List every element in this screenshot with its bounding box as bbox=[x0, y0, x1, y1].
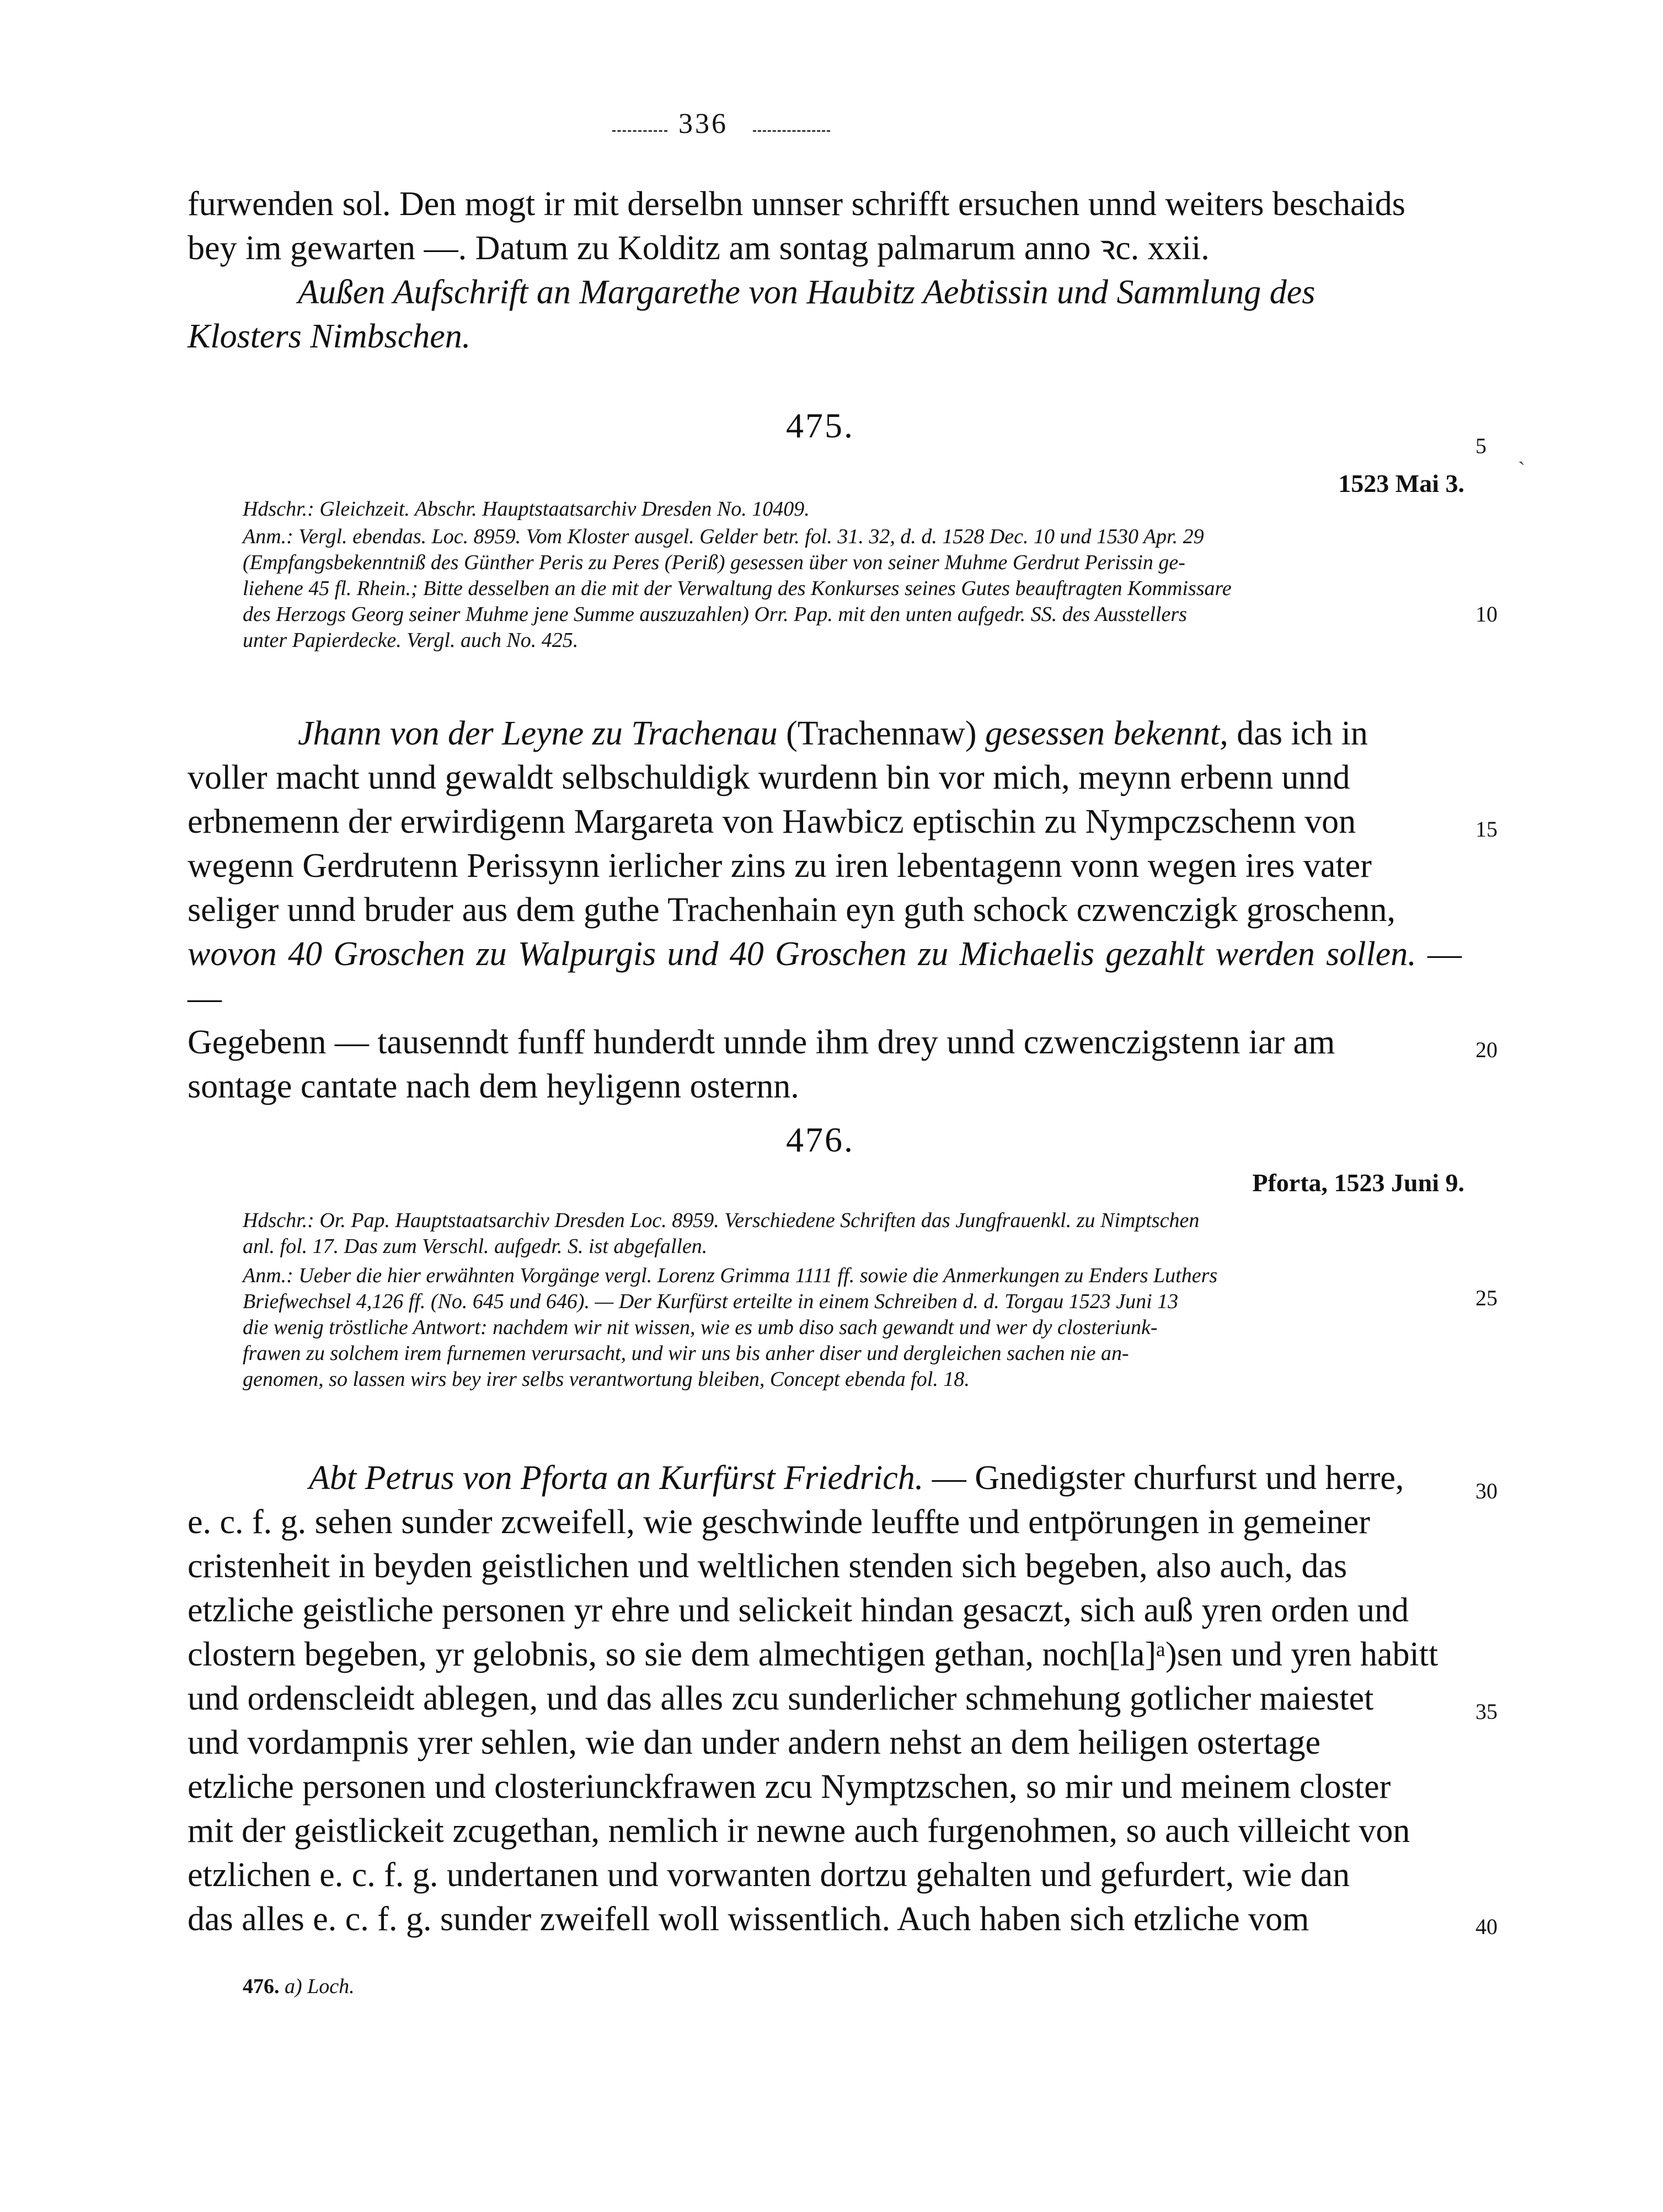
document-date-476: Pforta, 1523 Juni 9. bbox=[1252, 1169, 1464, 1197]
body-lead-italic-2: gesessen bekennt, bbox=[985, 715, 1228, 752]
header-dash-left bbox=[612, 130, 667, 132]
line-number: 10 bbox=[1475, 602, 1498, 626]
document-body-476 bbox=[188, 1456, 1462, 1941]
document-date-475: 1523 Mai 3. bbox=[1338, 469, 1464, 497]
body-lead-italic: Jhann von der Leyne zu Trachenau bbox=[298, 715, 778, 752]
footnote-text: a) Loch. bbox=[279, 1975, 355, 1998]
body-text: — Gnedigster churfurst und herre, e. c. f. g. sehen sunder zcweifell, wie geschwinde leuffte und entpörungen in gemeiner cristenheit in beyden geistlichen und weltlichen stenden sich begeben, also auch, das etzliche geistliche personen yr ehre und selickeit hindan gesaczt, sich auß yren orden und clostern begeben, yr gelobnis, so sie dem almechtigen gethan, noch[la]ᵃ)sen und yren habitt und ordenscleidt ablegen, und das alles zcu sunderlicher schmehung gotlicher maiestet und vordampnis yrer sehlen, wie dan under andern nehst an dem heiligen ostertage etzliche personen und closteriunckfrawen zcu Nymptzschen, so mir und meinem closter mit der geistlickeit zcugethan, nemlich ir newne auch furgenohmen, so auch villeicht von etzlichen e. c. f. g. undertanen und vorwanten dortzu gehalten und gefurdert, wie dan das alles e. c. f. g. sunder zweifell woll wissentlich. Auch haben sich etzliche vom bbox=[188, 1459, 1439, 1938]
page-number: 336 bbox=[678, 108, 728, 140]
manuscript-note-476: Hdschr.: Or. Pap. Hauptstaatsarchiv Dresden Loc. 8959. Verschiedene Schriften das Jungfrauenkl. zu Nimptschen anl. fol. 17. Das zum Verschl. aufgedr. S. ist abgefallen. bbox=[243, 1209, 1200, 1258]
manuscript-note-475: Hdschr.: Gleichzeit. Abschr. Hauptstaatsarchiv Dresden No. 10409. bbox=[243, 497, 810, 521]
line-number: 40 bbox=[1475, 1914, 1498, 1939]
header-dash-right bbox=[753, 130, 830, 132]
line-number: 25 bbox=[1475, 1286, 1498, 1310]
annotation-476: Anm.: Ueber die hier erwähnten Vorgänge vergl. Lorenz Grimma 1111 ff. sowie die Anmerkungen zu Enders Luthers Briefwechsel 4,126 ff. (No. 645 und 646). — Der Kurfürst erteilte in einem Schreiben d. d. Torgau 1523 Juni 13 die wenig tröstliche Antwort: nachdem wir nit wissen, wie es umb diso sach gewandt und wer dy closteriunk- frawen zu solchem irem furnemen verursacht, und wir uns bis anher diser und dergleichen sachen nie an- genomen, so lassen wirs bey irer selbs verantwortung bleiben, Concept ebenda fol. 18. bbox=[243, 1264, 1218, 1391]
annotation-475: Anm.: Vergl. ebendas. Loc. 8959. Vom Kloster ausgel. Gelder betr. fol. 31. 32, d. d. 1528 Dec. 10 und 1530 Apr. 29 (Empfangsbekenntniß des Günther Peris zu Peres (Periß) gesessen über von seiner Muhme Gerdrut Perissin ge- liehene 45 fl. Rhein.; Bitte desselben an die mit der Verwaltung des Konkurses seines Gutes beauftragten Kommissare des Herzogs Georg seiner Muhme jene Summe auszuzahlen) Orr. Pap. mit den unten aufgedr. SS. des Ausstellers unter Papierdecke. Vergl. auch No. 425. bbox=[243, 525, 1232, 652]
continuation-note: Außen Aufschrift an Margarethe von Haubitz Aebtissin und Sammlung des Klosters Nimbschen. bbox=[188, 274, 1316, 355]
line-number: 5 bbox=[1475, 433, 1486, 458]
line-number: 35 bbox=[1475, 1699, 1498, 1724]
margin-mark: ` bbox=[1518, 457, 1526, 482]
document-number-476: 476. bbox=[786, 1120, 854, 1159]
line-number: 30 bbox=[1475, 1479, 1498, 1503]
body-tail: — — Gegebenn — tausenndt funff hunderdt unnde ihm drey unnd czwenczigstenn iar am sontage cantate nach dem heyligenn osternn. bbox=[188, 935, 1462, 1105]
continuation-text: furwenden sol. Den mogt ir mit derselbn unnser schrifft ersuchen unnd weiters beschaids bey im gewarten —. Datum zu Kolditz am sontag palmarum anno ꝛc. xxii. bbox=[188, 185, 1405, 267]
body-lead-italic: Abt Petrus von Pforta an Kurfürst Friedrich. bbox=[309, 1459, 924, 1497]
body-text: das ich in voller macht unnd gewaldt selbschuldigk wurdenn bin vor mich, meynn erbenn unnd erbnemenn der erwirdigenn Margareta von Hawbicz eptischin zu Nympczschenn von wegenn Gerdrutenn Perissynn ierlicher zins zu iren lebentagenn vonn wegen ires vater seliger unnd bruder aus dem guthe Trachenhain eyn guth schock czwenczigk groschenn, bbox=[188, 715, 1396, 929]
footnote bbox=[243, 1974, 355, 1999]
body-italic: wovon 40 Groschen zu Walpurgis und 40 Groschen zu Michaelis gezahlt werden sollen. bbox=[188, 935, 1416, 973]
line-number: 15 bbox=[1475, 817, 1498, 842]
body-lead-roman: (Trachennaw) bbox=[777, 715, 986, 752]
document-number-475: 475. bbox=[786, 406, 854, 445]
document-body-475 bbox=[188, 711, 1462, 1108]
line-number: 20 bbox=[1475, 1037, 1498, 1062]
footnote-ref: 476. bbox=[243, 1975, 280, 1998]
